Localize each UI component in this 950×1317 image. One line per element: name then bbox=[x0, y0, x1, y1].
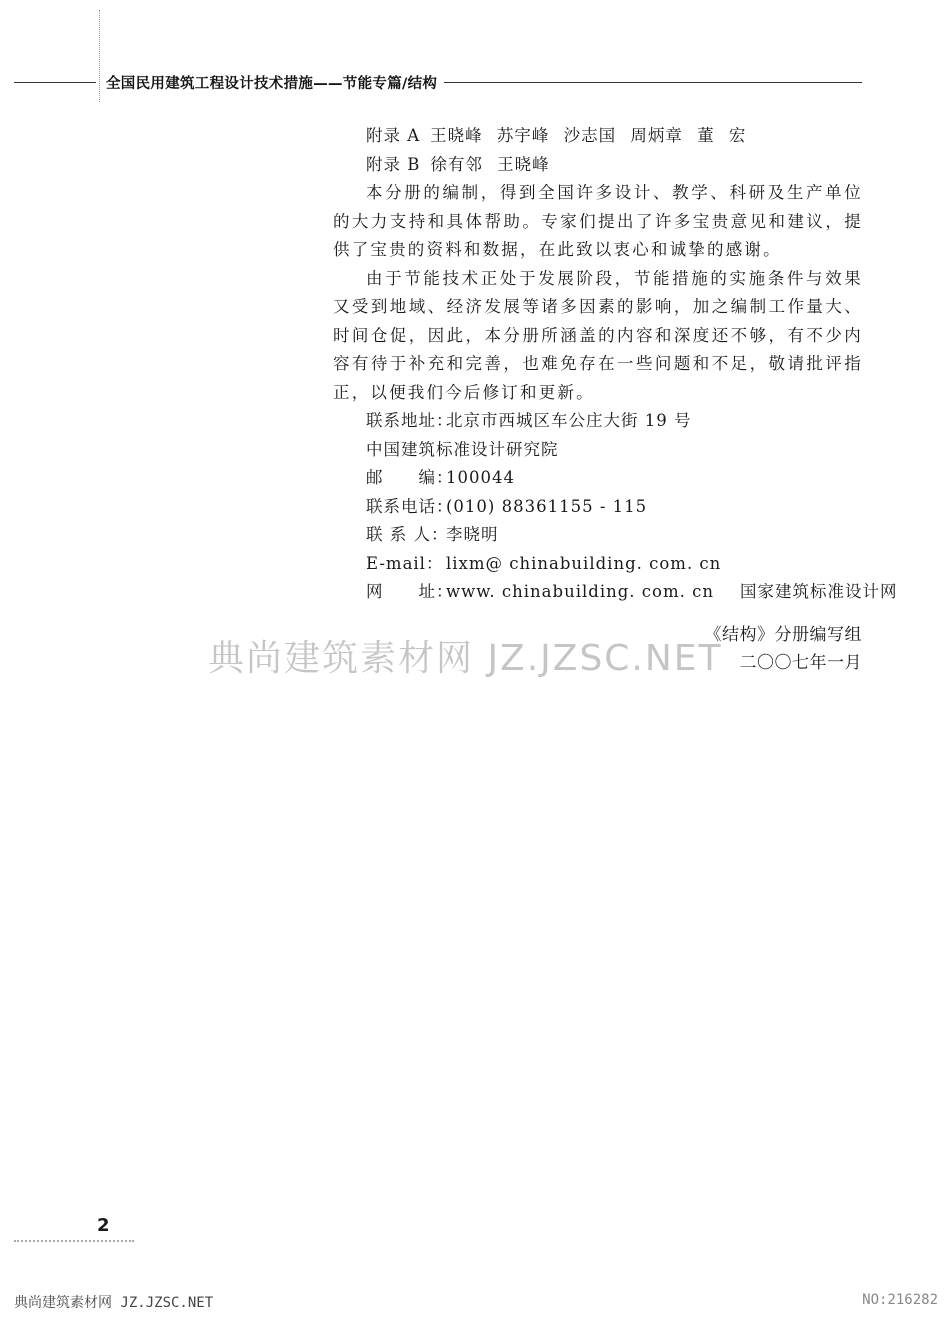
contact-org-line bbox=[333, 436, 863, 465]
contact-address-label: 联系地址： bbox=[366, 411, 454, 430]
running-header-title: 全国民用建筑工程设计技术措施——节能专篇/结构 bbox=[106, 76, 438, 92]
contact-phone-line bbox=[333, 493, 863, 522]
contact-web-line bbox=[333, 578, 898, 607]
signature-group: 《结构》分册编写组 bbox=[704, 625, 862, 645]
contact-postcode: 100044 bbox=[446, 468, 515, 487]
appendix-a-label: 附录 A bbox=[366, 126, 421, 145]
contact-address-line bbox=[333, 407, 863, 436]
contact-person-label: 联 系 人： bbox=[366, 525, 449, 544]
contact-postcode-line bbox=[333, 464, 863, 493]
page-number: 2 bbox=[97, 1215, 110, 1236]
page-body bbox=[333, 122, 898, 607]
page-number-rule bbox=[14, 1240, 134, 1242]
footer-id: NO:216282 bbox=[862, 1292, 938, 1308]
contact-person-line bbox=[333, 521, 863, 550]
contact-postcode-label: 邮 编： bbox=[366, 468, 454, 487]
contact-org: 中国建筑标准设计研究院 bbox=[366, 439, 559, 459]
contact-web-label: 网 址： bbox=[366, 582, 454, 601]
appendix-a-names: 王晓峰 苏宇峰 沙志国 周炳章 董 宏 bbox=[430, 126, 747, 145]
contact-phone-label: 联系电话： bbox=[366, 496, 454, 516]
header-rule-right bbox=[444, 82, 862, 83]
contact-address: 北京市西城区车公庄大街 19 号 bbox=[446, 411, 692, 430]
appendix-a-line bbox=[333, 122, 863, 151]
contact-web: www. chinabuilding. com. cn bbox=[446, 582, 714, 601]
contact-email-label: E-mail： bbox=[366, 553, 444, 573]
appendix-b-names: 徐有邻 王晓峰 bbox=[430, 154, 550, 174]
disclaimer-paragraph: 由于节能技术正处于发展阶段，节能措施的实施条件与效果又受到地域、经济发展等诸多因素的影响，加之编制工作量大、时间仓促，因此，本分册所涵盖的内容和深度还不够，有不少内容有待于补充和完善，也难免存在一些问题和不足，敬请批评指正，以便我们今后修订和更新。 bbox=[333, 268, 863, 402]
signature-date: 二〇〇七年一月 bbox=[739, 653, 862, 673]
acknowledgement-paragraph: 本分册的编制，得到全国许多设计、教学、科研及生产单位的大力支持和具体帮助。专家们提出了许多宝贵意见和建议，提供了宝贵的资料和数据，在此致以衷心和诚挚的感谢。 bbox=[333, 183, 863, 259]
contact-email: lixm@ chinabuilding. com. cn bbox=[446, 553, 722, 573]
contact-web-name: 国家建筑标准设计网 bbox=[739, 582, 898, 601]
watermark: 典尚建筑素材网 JZ.JZSC.NET bbox=[208, 638, 723, 679]
contact-email-line bbox=[333, 550, 863, 579]
header-rule-left bbox=[14, 82, 96, 83]
header-margin-mark bbox=[99, 10, 100, 102]
footer-source: 典尚建筑素材网 JZ.JZSC.NET bbox=[14, 1295, 214, 1311]
appendix-b-label: 附录 B bbox=[366, 154, 421, 174]
contact-person: 李晓明 bbox=[446, 525, 499, 544]
appendix-b-line bbox=[333, 151, 863, 180]
contact-phone: (010) 88361155 - 115 bbox=[446, 496, 648, 516]
